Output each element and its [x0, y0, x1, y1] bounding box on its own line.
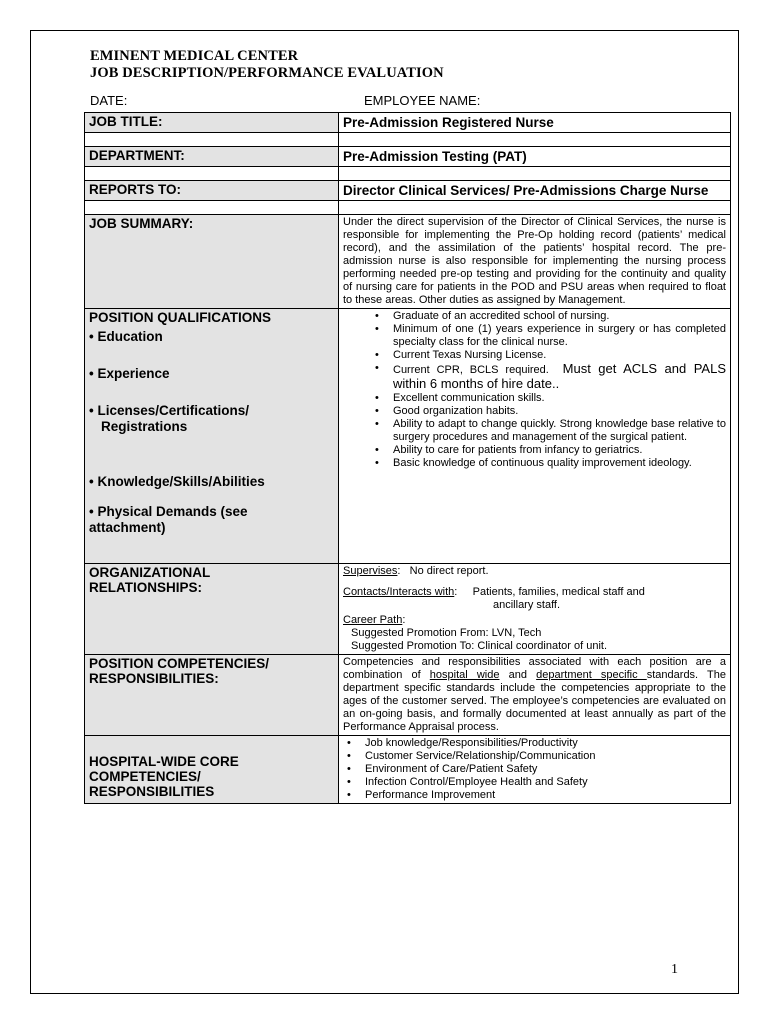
competencies-label-cell — [85, 655, 339, 736]
spacer-row — [85, 133, 731, 147]
supervises-value: No direct report. — [409, 565, 489, 577]
job-title-label: JOB TITLE: — [85, 113, 339, 133]
reports-to-label: REPORTS TO: — [85, 181, 339, 201]
spacer-row — [85, 167, 731, 181]
job-description-table — [84, 112, 731, 804]
qualifications-row — [85, 309, 731, 564]
career-label: Career Path — [343, 614, 403, 626]
org-label-line2: RELATIONSHIPS: — [89, 580, 203, 595]
employee-name-label: EMPLOYEE NAME: — [364, 93, 481, 108]
department-row — [85, 147, 731, 167]
cpr-text: Current CPR, BCLS required. — [393, 364, 549, 376]
list-item: • Ability to care for patients from infancy to geriatrics. — [393, 444, 726, 457]
department-specific-text: department specific — [536, 669, 647, 681]
qualifications-list-cell — [339, 309, 731, 564]
competencies-label-line2: RESPONSIBILITIES: — [89, 671, 219, 686]
acls-text: Must get ACLS and PALS within 6 months of hire date.. — [393, 361, 726, 391]
job-title-value: Pre-Admission Registered Nurse — [339, 113, 731, 133]
core-label-cell — [85, 736, 339, 804]
supervises-label: Supervises — [343, 565, 398, 577]
competencies-label-line1: POSITION COMPETENCIES/ — [89, 656, 270, 671]
core-list-cell — [339, 736, 731, 804]
spacer-row — [85, 201, 731, 215]
contacts-value: Patients, families, medical staff and — [472, 586, 645, 598]
core-list — [343, 737, 726, 802]
reports-to-row — [85, 181, 731, 201]
list-item: • Performance Improvement — [365, 789, 726, 802]
qualifications-list — [343, 310, 726, 470]
org-label-line1: ORGANIZATIONAL — [89, 565, 211, 580]
list-item: • Good organization habits. — [393, 405, 726, 418]
list-item: • Environment of Care/Patient Safety — [365, 763, 726, 776]
competencies-text: Competencies and responsibilities associated with each position are a combination of — [343, 656, 726, 681]
career-line: Career Path: — [343, 614, 406, 626]
list-item: • Ability to adapt to change quickly. Strong knowledge base relative to surgery procedures and management of the surgical patient. — [393, 418, 726, 444]
core-label-line1: HOSPITAL-WIDE CORE — [89, 753, 239, 769]
contacts-value-cont: ancillary staff. — [493, 599, 561, 611]
competencies-value — [339, 655, 731, 736]
qual-attachment: attachment) — [89, 520, 166, 535]
job-summary-value: Under the direct supervision of the Director of Clinical Services, the nurse is responsible for implementing the Pre-Op holding record (patients’ medical record), and the assimilation of the patients’ hospital record. The pre-admission nurse is also responsible for implementing the nursing process performing needed pre-op testing and providing for the continuity and quality of nursing care for patients in the POD and PSU areas when required to float to these areas. Other duties as assigned by Management. — [339, 215, 731, 309]
job-summary-label: JOB SUMMARY: — [85, 215, 339, 309]
qual-experience: • Experience — [89, 366, 170, 381]
core-label-line2: COMPETENCIES/ — [89, 768, 201, 784]
qualifications-label: POSITION QUALIFICATIONS — [89, 310, 271, 325]
core-competencies-row — [85, 736, 731, 804]
document-title: JOB DESCRIPTION/PERFORMANCE EVALUATION — [90, 65, 444, 81]
org-relationships-row — [85, 564, 731, 655]
list-item: • Job knowledge/Responsibilities/Productivity — [365, 737, 726, 750]
department-label: DEPARTMENT: — [85, 147, 339, 167]
competencies-text: standards. The department specific standards include the competencies appropriate to the ages of the customer served. The employee’s competencies are evaluated on an on-going basis, and formally documented at least annually as part of the Performance Appraisal process. — [343, 669, 727, 733]
list-item: • Customer Service/Relationship/Communication — [365, 750, 726, 763]
page-number: 1 — [671, 962, 678, 977]
org-value-cell — [339, 564, 731, 655]
list-item: • Minimum of one (1) years experience in surgery or has completed specialty class for the clinical nurse. — [393, 323, 726, 349]
department-value: Pre-Admission Testing (PAT) — [339, 147, 731, 167]
career-to: Suggested Promotion To: Clinical coordinator of unit. — [351, 640, 607, 652]
competencies-row — [85, 655, 731, 736]
qual-licenses: • Licenses/Certifications/ — [89, 403, 250, 418]
qual-knowledge: • Knowledge/Skills/Abilities — [89, 474, 265, 489]
career-from: Suggested Promotion From: LVN, Tech — [351, 627, 542, 639]
supervises-line: Supervises: No direct report. — [343, 565, 489, 577]
contacts-line: Contacts/Interacts with: Patients, families, medical staff and — [343, 586, 645, 598]
job-title-row — [85, 113, 731, 133]
qualifications-label-cell — [85, 309, 339, 564]
qual-registrations: Registrations — [101, 419, 188, 434]
list-item: • Infection Control/Employee Health and Safety — [365, 776, 726, 789]
contacts-label: Contacts/Interacts with — [343, 586, 455, 598]
list-item — [393, 362, 726, 392]
qual-physical: • Physical Demands (see — [89, 504, 248, 519]
core-label-line3: RESPONSIBILITIES — [89, 783, 215, 799]
competencies-text: and — [499, 669, 537, 681]
org-label-cell — [85, 564, 339, 655]
list-item: • Current Texas Nursing License. — [393, 349, 726, 362]
hospital-wide-text: hospital wide — [429, 669, 500, 681]
organization-name: EMINENT MEDICAL CENTER — [90, 48, 299, 64]
list-item: • Excellent communication skills. — [393, 392, 726, 405]
date-label: DATE: — [90, 93, 128, 108]
list-item: • Graduate of an accredited school of nursing. — [393, 310, 726, 323]
reports-to-value: Director Clinical Services/ Pre-Admissions Charge Nurse — [339, 181, 731, 201]
list-item: • Basic knowledge of continuous quality improvement ideology. — [393, 457, 726, 470]
qual-education: • Education — [89, 329, 163, 344]
job-summary-row — [85, 215, 731, 309]
